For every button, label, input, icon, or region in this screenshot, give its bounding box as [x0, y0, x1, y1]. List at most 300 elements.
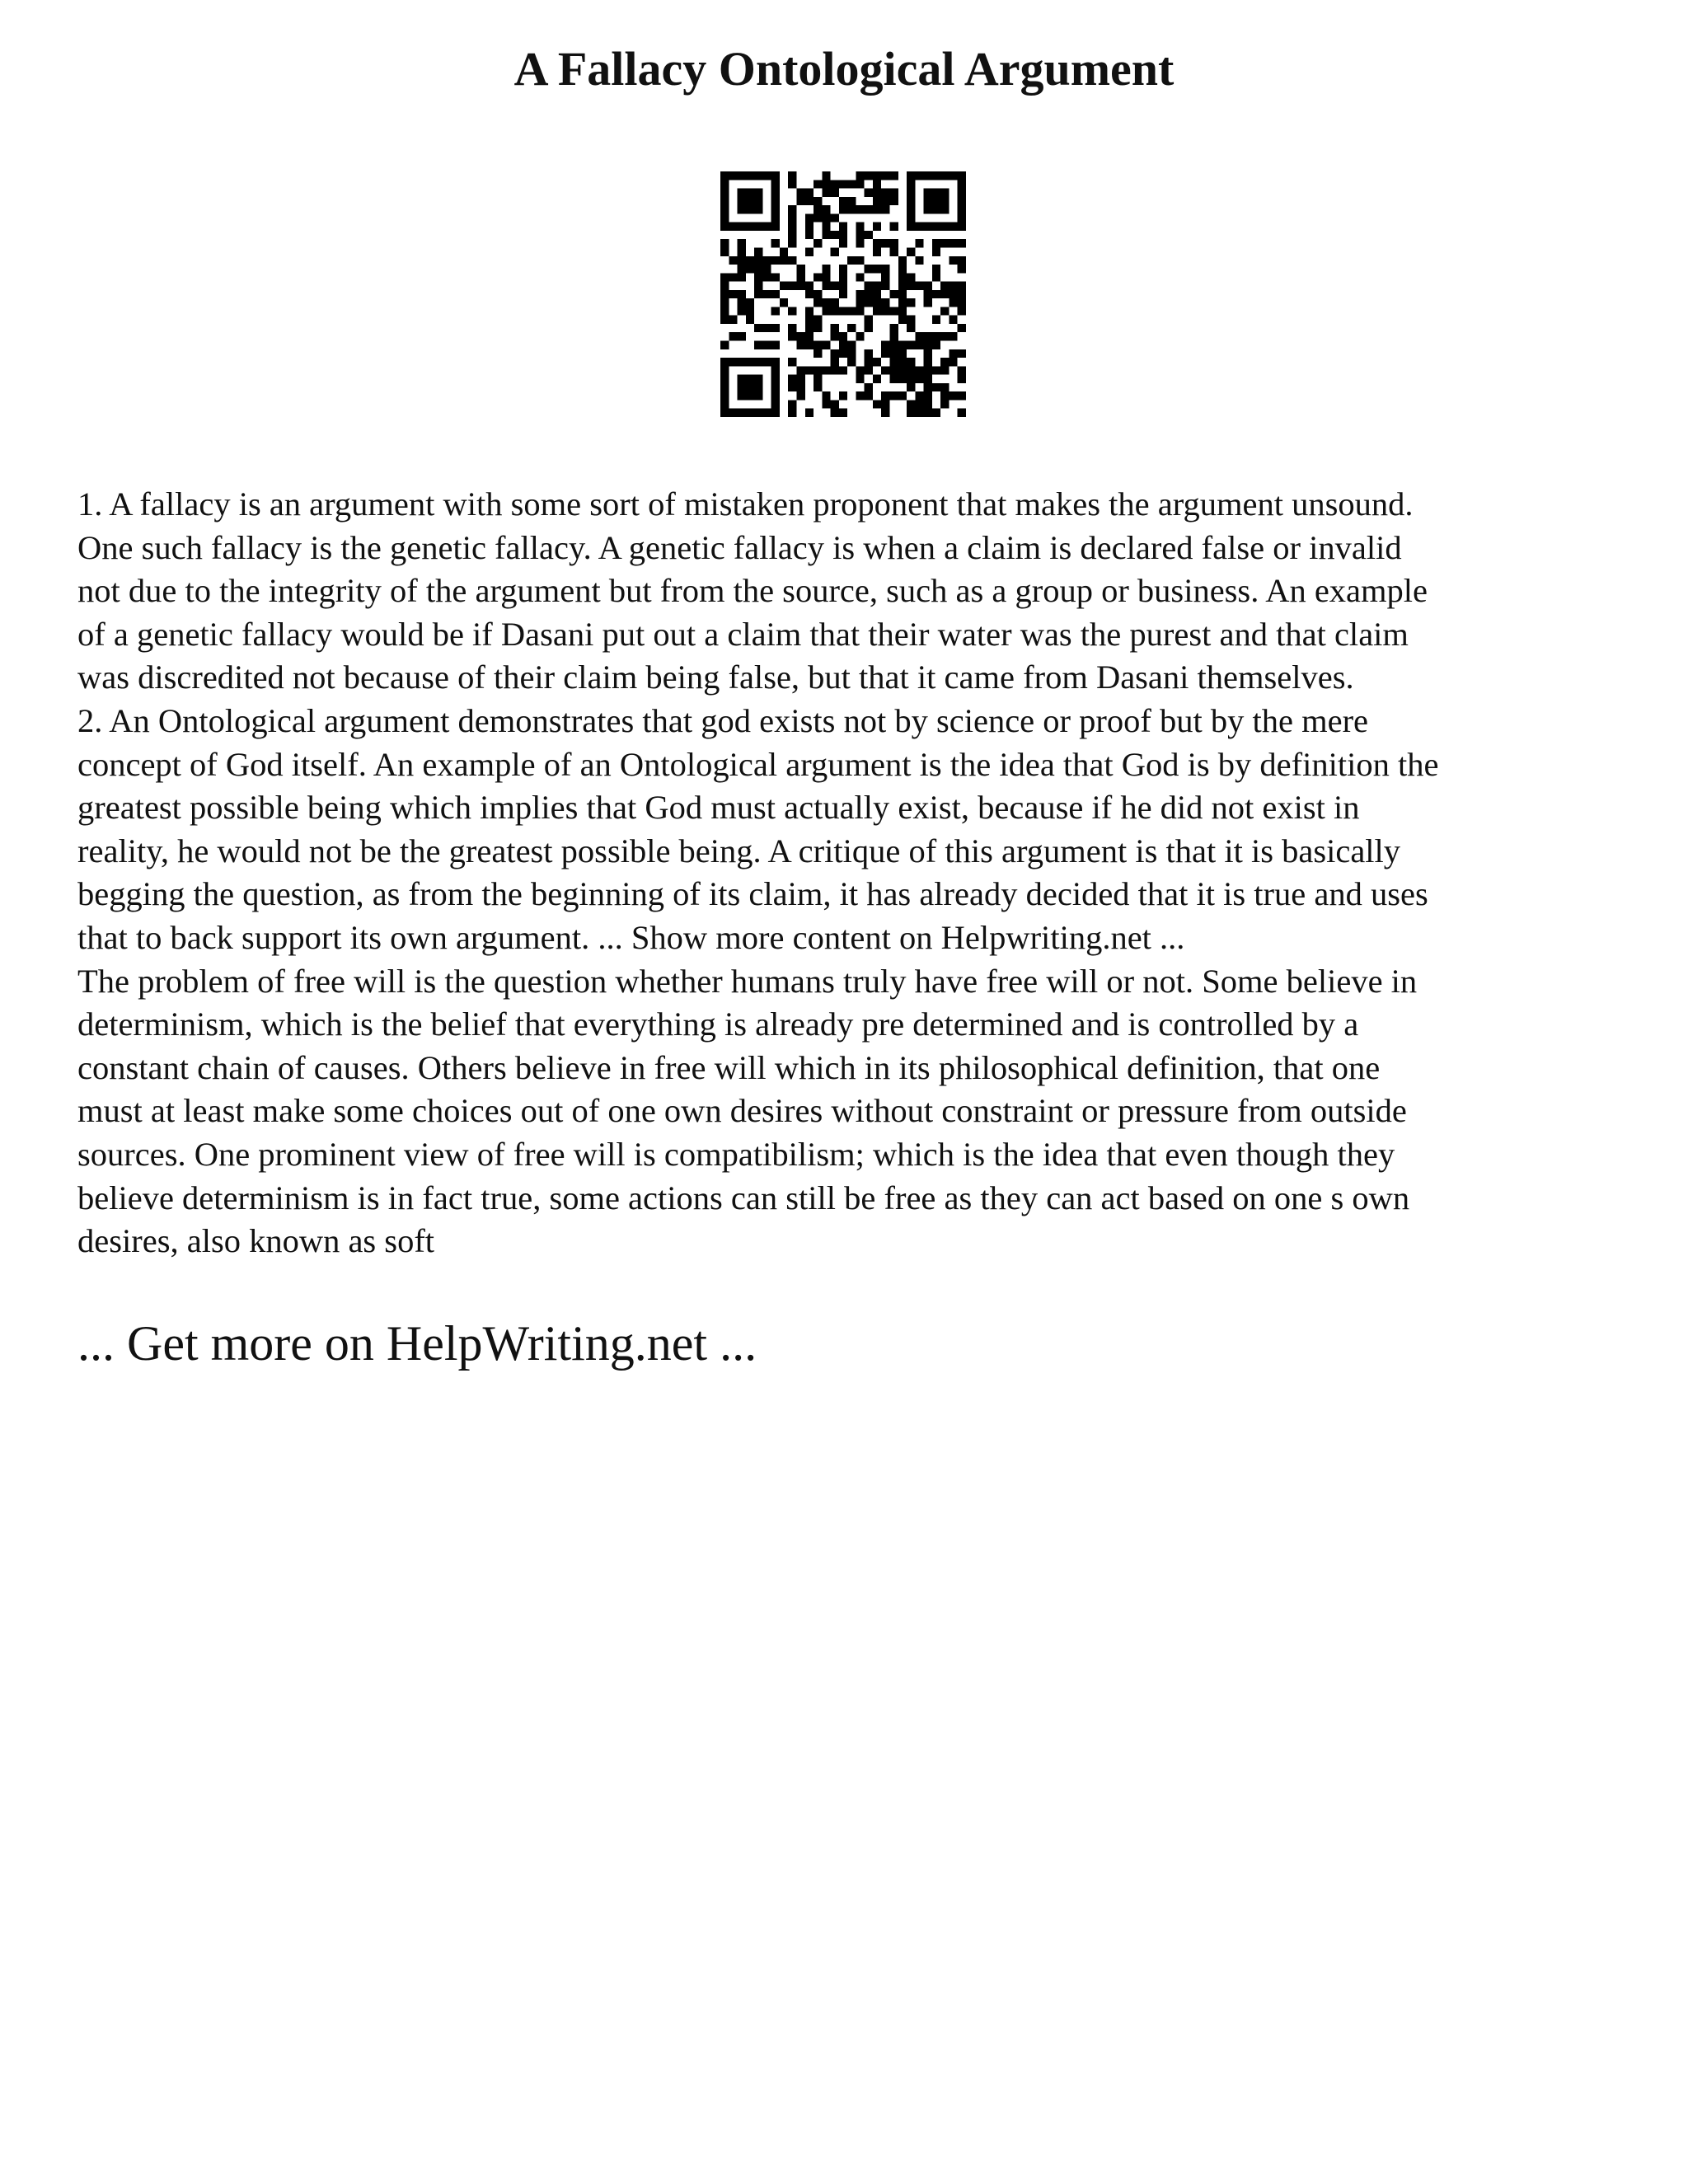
qr-module	[738, 290, 746, 298]
qr-module	[796, 341, 804, 349]
qr-module	[814, 273, 822, 281]
qr-module	[915, 366, 923, 374]
qr-module	[898, 316, 907, 324]
qr-module	[881, 273, 889, 281]
qr-module	[814, 316, 822, 324]
qr-module	[720, 247, 729, 255]
qr-module	[720, 171, 780, 180]
qr-module	[729, 316, 737, 324]
qr-module	[822, 180, 830, 188]
qr-module	[847, 324, 856, 332]
qr-module	[907, 324, 915, 332]
qr-module	[949, 239, 957, 247]
qr-module	[873, 375, 881, 383]
qr-module	[881, 239, 889, 247]
text-line: must at least make some choices out of one own desires without constraint or pressure from outside	[77, 1092, 1407, 1130]
qr-module	[958, 265, 966, 273]
qr-module	[814, 375, 822, 383]
qr-module	[822, 171, 830, 180]
qr-module	[873, 307, 881, 315]
qr-module	[814, 341, 822, 349]
qr-module	[881, 171, 889, 180]
qr-module	[949, 290, 957, 298]
qr-module	[865, 282, 873, 290]
qr-module	[949, 298, 957, 307]
qr-module	[865, 265, 873, 273]
qr-module	[796, 197, 804, 205]
qr-module	[720, 273, 729, 281]
qr-module	[796, 282, 804, 290]
qr-module	[754, 273, 762, 281]
qr-module	[890, 239, 898, 247]
qr-module	[958, 298, 966, 307]
qr-module	[754, 290, 762, 298]
qr-module	[924, 282, 932, 290]
qr-module	[940, 290, 949, 298]
qr-module	[890, 197, 898, 205]
page-title: A Fallacy Ontological Argument	[513, 42, 1175, 96]
qr-module	[788, 180, 796, 188]
qr-module	[898, 349, 907, 358]
qr-module	[873, 282, 881, 290]
qr-module	[720, 239, 729, 247]
qr-module	[898, 273, 907, 281]
qr-module	[898, 366, 907, 374]
qr-module	[831, 180, 839, 188]
qr-module	[865, 383, 873, 391]
qr-module	[839, 307, 847, 315]
qr-module	[881, 349, 889, 358]
qr-module	[881, 197, 889, 205]
qr-module	[898, 256, 907, 265]
qr-module	[839, 282, 847, 290]
qr-module	[814, 213, 822, 222]
text-line: that to back support its own argument. ... Show more content on Helpwriting.net ...	[77, 918, 1185, 956]
qr-module	[822, 223, 830, 231]
qr-module	[958, 375, 966, 383]
qr-module	[796, 366, 804, 374]
qr-module	[831, 366, 839, 374]
qr-module	[805, 247, 814, 255]
qr-module	[856, 180, 864, 188]
qr-module	[771, 239, 780, 247]
qr-module	[814, 383, 822, 391]
qr-module	[958, 391, 966, 400]
qr-module	[814, 324, 822, 332]
qr-module	[847, 197, 856, 205]
qr-module	[958, 409, 966, 417]
qr-module	[822, 273, 830, 281]
qr-module	[738, 189, 763, 214]
qr-module	[881, 391, 889, 400]
qr-module	[907, 409, 915, 417]
text-line: was discredited not because of their claim being false, but that it came from Dasani themselves.	[77, 658, 1354, 696]
qr-module	[924, 391, 932, 400]
qr-module	[847, 180, 856, 188]
qr-module	[839, 341, 847, 349]
qr-module	[856, 307, 864, 315]
qr-module	[865, 298, 873, 307]
article-body	[77, 483, 1627, 1263]
qr-module	[771, 290, 780, 298]
qr-module	[932, 341, 940, 349]
qr-module	[822, 282, 830, 290]
qr-module	[839, 290, 847, 298]
qr-module	[822, 307, 830, 315]
qr-module	[738, 273, 746, 281]
qr-module	[958, 307, 966, 315]
qr-module	[788, 213, 796, 222]
qr-module	[831, 231, 839, 239]
qr-module	[822, 366, 830, 374]
text-line: reality, he would not be the greatest possible being. A critique of this argument is that it is basically	[77, 832, 1401, 869]
qr-module	[924, 400, 932, 408]
text-line: sources. One prominent view of free will is compatibilism; which is the idea that even though they	[77, 1135, 1395, 1173]
qr-module	[738, 307, 746, 315]
qr-module	[907, 171, 915, 231]
qr-module	[907, 366, 915, 374]
qr-module	[890, 332, 898, 340]
qr-module	[907, 223, 966, 231]
qr-module	[738, 298, 746, 307]
qr-module	[831, 298, 839, 307]
qr-module	[839, 265, 847, 273]
qr-module	[839, 180, 847, 188]
qr-module	[958, 290, 966, 298]
qr-module	[839, 273, 847, 281]
qr-module	[856, 205, 864, 213]
qr-module	[873, 239, 881, 247]
qr-module	[881, 341, 889, 349]
qr-module	[839, 239, 847, 247]
qr-module	[839, 197, 847, 205]
qr-module	[873, 298, 881, 307]
qr-module	[762, 324, 771, 332]
qr-module	[847, 341, 856, 349]
qr-module	[805, 231, 814, 239]
qr-module	[958, 171, 966, 231]
qr-module	[788, 256, 796, 265]
qr-module	[839, 332, 847, 340]
qr-module	[856, 239, 864, 247]
qr-module	[856, 298, 864, 307]
qr-module	[890, 223, 898, 231]
qr-module	[720, 341, 729, 349]
qr-module	[907, 383, 915, 391]
qr-module	[865, 366, 873, 374]
qr-module	[873, 247, 881, 255]
qr-module	[831, 332, 839, 340]
qr-module	[805, 324, 814, 332]
qr-module	[856, 231, 864, 239]
qr-module	[754, 256, 762, 265]
qr-module	[924, 290, 932, 298]
qr-module	[822, 231, 830, 239]
qr-module	[924, 383, 932, 391]
qr-module	[720, 171, 729, 231]
qr-module	[847, 205, 856, 213]
qr-module	[856, 256, 864, 265]
qr-module	[847, 307, 856, 315]
qr-module	[940, 366, 949, 374]
qr-module	[856, 332, 864, 340]
text-line: determinism, which is the belief that everything is already pre determined and is controlled by a	[77, 1005, 1359, 1043]
qr-module	[762, 290, 771, 298]
qr-module	[915, 332, 923, 340]
qr-module	[890, 391, 898, 400]
qr-module	[805, 282, 814, 290]
qr-module	[890, 307, 898, 315]
qr-module	[873, 290, 881, 298]
qr-module	[780, 298, 788, 307]
qr-module	[822, 298, 830, 307]
qr-module	[881, 307, 889, 315]
qr-module	[890, 290, 898, 298]
qr-module	[856, 273, 864, 281]
qr-module	[873, 180, 881, 188]
qr-module	[720, 316, 729, 324]
qr-module	[831, 282, 839, 290]
qr-module	[822, 189, 830, 197]
qr-module	[949, 358, 957, 366]
qr-module	[729, 290, 737, 298]
qr-module	[940, 282, 949, 290]
qr-module	[788, 231, 796, 239]
qr-module	[865, 290, 873, 298]
qr-module	[915, 409, 923, 417]
qr-module	[949, 349, 957, 358]
qr-module	[940, 239, 949, 247]
qr-module	[898, 298, 907, 307]
qr-module	[924, 298, 932, 307]
qr-module	[754, 265, 762, 273]
qr-module	[805, 223, 814, 231]
qr-module	[907, 282, 915, 290]
qr-module	[898, 282, 907, 290]
qr-module	[865, 358, 873, 366]
qr-module	[898, 358, 907, 366]
qr-code-graphic	[720, 171, 966, 417]
qr-module	[720, 223, 780, 231]
qr-module	[788, 205, 796, 213]
qr-module	[865, 171, 873, 180]
qr-module	[932, 247, 940, 255]
qr-module	[831, 349, 839, 358]
qr-module	[771, 358, 780, 417]
qr-module	[805, 366, 814, 374]
text-line: believe determinism is in fact true, some actions can still be free as they can act based on one s own	[77, 1179, 1410, 1216]
qr-module	[873, 265, 881, 273]
qr-module	[738, 256, 746, 265]
qr-module	[907, 298, 915, 307]
qr-module	[729, 256, 737, 265]
qr-module	[865, 316, 873, 324]
qr-module	[881, 366, 889, 374]
qr-module	[720, 290, 729, 298]
qr-module	[932, 273, 940, 281]
qr-module	[738, 247, 746, 255]
qr-module	[839, 349, 847, 358]
qr-module	[865, 324, 873, 332]
qr-module	[831, 213, 839, 222]
qr-module	[780, 282, 788, 290]
qr-module	[788, 400, 796, 408]
qr-module	[796, 189, 804, 197]
qr-module	[915, 282, 923, 290]
qr-module	[720, 358, 729, 417]
qr-module	[940, 400, 949, 408]
qr-module	[788, 332, 796, 340]
qr-module	[788, 358, 796, 366]
qr-module	[780, 256, 788, 265]
qr-module	[720, 298, 729, 307]
qr-module	[746, 265, 754, 273]
qr-module	[822, 205, 830, 213]
qr-module	[949, 282, 957, 290]
qr-module	[907, 316, 915, 324]
qr-module	[847, 349, 856, 358]
qr-module	[958, 324, 966, 332]
qr-module	[873, 358, 881, 366]
qr-module	[788, 223, 796, 231]
qr-module	[746, 307, 754, 315]
text-line: One such fallacy is the genetic fallacy. A genetic fallacy is when a claim is declared false or invalid	[77, 528, 1402, 566]
qr-module	[788, 171, 796, 180]
qr-module	[873, 197, 881, 205]
qr-module	[839, 391, 847, 400]
qr-module	[822, 400, 830, 408]
qr-module	[898, 265, 907, 273]
qr-module	[746, 298, 754, 307]
qr-module	[932, 383, 940, 391]
qr-module	[796, 383, 804, 391]
qr-module	[831, 400, 839, 408]
qr-module	[754, 247, 762, 255]
text-line: greatest possible being which implies that God must actually exist, because if he did not exist in	[77, 789, 1360, 827]
qr-module	[746, 316, 754, 324]
qr-module	[814, 290, 822, 298]
qr-module	[940, 391, 949, 400]
qr-module	[822, 391, 830, 400]
qr-module	[822, 213, 830, 222]
text-line: constant chain of causes. Others believe in free will which in its philosophical definition, that one	[77, 1048, 1381, 1086]
qr-module	[831, 189, 839, 197]
qr-module	[762, 273, 771, 281]
qr-module	[932, 290, 940, 298]
qr-module	[720, 307, 729, 315]
qr-module	[771, 307, 780, 315]
qr-module	[881, 298, 889, 307]
qr-module	[738, 239, 746, 247]
qr-module	[932, 316, 940, 324]
qr-module	[796, 273, 804, 281]
qr-module	[746, 256, 754, 265]
qr-module	[762, 256, 771, 265]
qr-module	[771, 273, 780, 281]
qr-module	[814, 197, 822, 205]
qr-module	[762, 341, 771, 349]
qr-module	[839, 366, 847, 374]
qr-module	[915, 400, 923, 408]
qr-module	[932, 332, 940, 340]
qr-module	[940, 358, 949, 366]
qr-module	[881, 400, 889, 408]
qr-module	[907, 171, 966, 180]
qr-module	[839, 205, 847, 213]
qr-module	[788, 383, 796, 391]
qr-module	[831, 307, 839, 315]
qr-module	[890, 171, 898, 180]
qr-module	[856, 375, 864, 383]
qr-module	[873, 171, 881, 180]
qr-module	[738, 375, 763, 401]
qr-module	[881, 409, 889, 417]
qr-module	[915, 239, 923, 247]
qr-module	[932, 366, 940, 374]
qr-module	[924, 341, 932, 383]
qr-module	[805, 197, 814, 205]
qr-module	[814, 205, 822, 213]
qr-module	[856, 290, 864, 298]
qr-module	[873, 223, 881, 231]
qr-module	[881, 282, 889, 290]
qr-module	[771, 171, 780, 231]
qr-module	[958, 239, 966, 247]
get-more-link[interactable]: ... Get more on HelpWriting.net ...	[77, 1316, 757, 1371]
qr-module	[738, 332, 746, 340]
qr-module	[856, 171, 864, 180]
qr-module	[729, 332, 737, 340]
qr-module	[924, 332, 932, 340]
qr-module	[907, 358, 915, 366]
qr-module	[932, 265, 940, 273]
qr-module	[949, 316, 957, 324]
qr-module	[720, 358, 780, 366]
text-line: begging the question, as from the beginning of its claim, it has already decided that it is true and uses	[77, 875, 1428, 913]
qr-module	[805, 290, 814, 298]
qr-module	[788, 409, 796, 417]
qr-module	[881, 189, 889, 197]
qr-module	[924, 189, 950, 214]
qr-module	[865, 231, 873, 239]
qr-module	[898, 391, 907, 400]
qr-module	[788, 307, 796, 315]
qr-module	[839, 223, 847, 231]
qr-module	[796, 332, 804, 340]
qr-module	[831, 324, 839, 332]
qr-module	[805, 332, 814, 340]
qr-module	[814, 366, 822, 374]
qr-module	[796, 391, 804, 400]
qr-module	[890, 341, 898, 383]
qr-module	[856, 223, 864, 231]
qr-module	[754, 282, 762, 290]
text-line: 2. An Ontological argument demonstrates that god exists not by science or proof but by the mere	[77, 701, 1369, 739]
qr-module	[881, 265, 889, 273]
qr-module	[958, 282, 966, 290]
qr-module	[788, 239, 796, 247]
qr-module	[805, 316, 814, 324]
qr-module	[958, 349, 966, 358]
qr-module	[780, 247, 788, 255]
qr-module	[771, 341, 780, 349]
qr-module	[754, 341, 762, 349]
qr-module	[958, 256, 966, 265]
qr-module	[940, 307, 949, 315]
qr-module	[890, 189, 898, 197]
qr-module	[907, 273, 915, 281]
qr-module	[754, 324, 762, 332]
